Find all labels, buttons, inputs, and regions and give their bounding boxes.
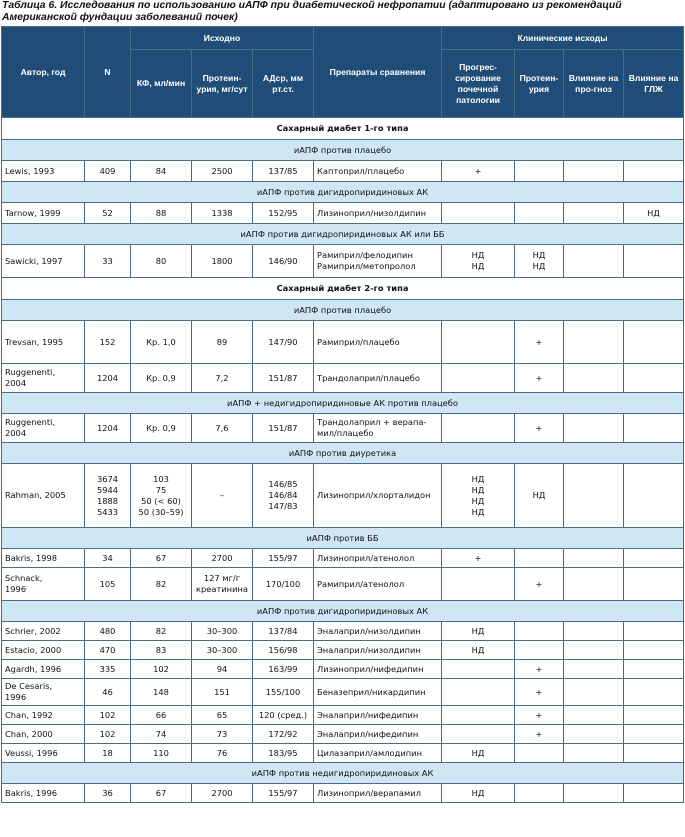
header-adsr: АДср, мм рт.ст. xyxy=(253,50,314,118)
cell-n: 102 xyxy=(85,706,131,725)
cell-kf: 102 xyxy=(131,660,192,679)
cell-prognosis xyxy=(564,622,624,641)
cell-lvh xyxy=(624,549,684,568)
cell-proteinuria: 7,6 xyxy=(192,414,253,443)
cell-n: 480 xyxy=(85,622,131,641)
table-row xyxy=(2,744,684,763)
cell-prognosis xyxy=(564,414,624,443)
cell-drugs: Лизиноприл/верапамил xyxy=(314,784,442,803)
cell-proteinuria-outcome: НД НД xyxy=(515,245,564,278)
table-row xyxy=(2,725,684,744)
cell-progression xyxy=(442,414,515,443)
cell-progression xyxy=(442,660,515,679)
cell-adsr: 137/85 xyxy=(253,161,314,182)
header-n: N xyxy=(85,27,131,118)
table-row xyxy=(2,706,684,725)
cell-lvh xyxy=(624,161,684,182)
cell-progression xyxy=(442,364,515,393)
cell-proteinuria: 2700 xyxy=(192,784,253,803)
cell-n: 36 xyxy=(85,784,131,803)
cell-n: 34 xyxy=(85,549,131,568)
cell-n: 105 xyxy=(85,568,131,601)
cell-author: Lewis, 1993 xyxy=(2,161,85,182)
header-proteinuria-outcome: Протеин-урия xyxy=(515,50,564,118)
cell-drugs: Эналаприл/низолдипин xyxy=(314,641,442,660)
cell-adsr: 151/87 xyxy=(253,414,314,443)
table-row xyxy=(2,549,684,568)
cell-proteinuria: 76 xyxy=(192,744,253,763)
cell-adsr: 155/100 xyxy=(253,679,314,706)
cell-drugs: Эналаприл/низолдипин xyxy=(314,622,442,641)
cell-kf: 88 xyxy=(131,203,192,224)
cell-prognosis xyxy=(564,464,624,528)
cell-n: 1204 xyxy=(85,414,131,443)
cell-n: 33 xyxy=(85,245,131,278)
cell-n: 52 xyxy=(85,203,131,224)
cell-author: Veussi, 1996 xyxy=(2,744,85,763)
cell-lvh xyxy=(624,364,684,393)
table-row xyxy=(2,660,684,679)
nephropathy-studies-table xyxy=(1,26,684,803)
cell-prognosis xyxy=(564,784,624,803)
cell-proteinuria-outcome xyxy=(515,549,564,568)
cell-proteinuria-outcome: + xyxy=(515,725,564,744)
cell-prognosis xyxy=(564,744,624,763)
cell-prognosis xyxy=(564,203,624,224)
cell-progression xyxy=(442,203,515,224)
cell-prognosis xyxy=(564,161,624,182)
cell-proteinuria: 2500 xyxy=(192,161,253,182)
cell-adsr: 137/84 xyxy=(253,622,314,641)
table-header xyxy=(2,27,684,118)
cell-kf: 80 xyxy=(131,245,192,278)
cell-drugs: Трандолаприл/плацебо xyxy=(314,364,442,393)
cell-drugs: Трандолаприл + верапа- мил/плацебо xyxy=(314,414,442,443)
cell-author: Tarnow, 1999 xyxy=(2,203,85,224)
cell-progression: + xyxy=(442,161,515,182)
cell-proteinuria-outcome: + xyxy=(515,364,564,393)
group-ace-vs-placebo-t2: иАПФ против плацебо xyxy=(2,300,684,321)
cell-drugs: Каптоприл/плацебо xyxy=(314,161,442,182)
cell-proteinuria: 30–300 xyxy=(192,641,253,660)
cell-kf: 82 xyxy=(131,622,192,641)
cell-n: 335 xyxy=(85,660,131,679)
cell-prognosis xyxy=(564,725,624,744)
table-row xyxy=(2,161,684,182)
cell-lvh xyxy=(624,679,684,706)
cell-author: Schrier, 2002 xyxy=(2,622,85,641)
cell-adsr: 120 (сред.) xyxy=(253,706,314,725)
cell-progression xyxy=(442,679,515,706)
cell-progression: НД xyxy=(442,641,515,660)
cell-proteinuria: 7,2 xyxy=(192,364,253,393)
cell-drugs: Лизиноприл/атенолол xyxy=(314,549,442,568)
cell-prognosis xyxy=(564,321,624,364)
cell-progression: НД xyxy=(442,622,515,641)
cell-author: Trevsan, 1995 xyxy=(2,321,85,364)
cell-proteinuria-outcome: + xyxy=(515,321,564,364)
table-row xyxy=(2,245,684,278)
cell-n: 3674 5944 1888 5433 xyxy=(85,464,131,528)
cell-drugs: Беназеприл/никардипин xyxy=(314,679,442,706)
group-ace-vs-dihydropyridine-ccb: иАПФ против дигидропиридиновых АК xyxy=(2,182,684,203)
cell-proteinuria-outcome: НД xyxy=(515,464,564,528)
cell-progression: НД НД НД НД xyxy=(442,464,515,528)
cell-adsr: 146/85 146/84 147/83 xyxy=(253,464,314,528)
cell-proteinuria: 151 xyxy=(192,679,253,706)
cell-proteinuria: 89 xyxy=(192,321,253,364)
header-progression: Прогрес-сирование почечной патологии xyxy=(442,50,515,118)
cell-proteinuria-outcome xyxy=(515,203,564,224)
cell-lvh xyxy=(624,245,684,278)
cell-kf: 67 xyxy=(131,549,192,568)
cell-kf: 67 xyxy=(131,784,192,803)
cell-proteinuria: 127 мг/г креатинина xyxy=(192,568,253,601)
cell-kf: 82 xyxy=(131,568,192,601)
cell-kf: Кр. 0,9 xyxy=(131,414,192,443)
cell-kf: Кр. 0,9 xyxy=(131,364,192,393)
cell-drugs: Эналаприл/нифедипин xyxy=(314,706,442,725)
cell-author: Bakris, 1998 xyxy=(2,549,85,568)
cell-prognosis xyxy=(564,549,624,568)
cell-n: 1204 xyxy=(85,364,131,393)
group-ace-vs-dihydropyridine-ccb-or-bb: иАПФ против дигидропиридиновых АК или ББ xyxy=(2,224,684,245)
cell-proteinuria-outcome: + xyxy=(515,660,564,679)
cell-proteinuria-outcome xyxy=(515,622,564,641)
cell-drugs: Лизиноприл/нифедипин xyxy=(314,660,442,679)
cell-prognosis xyxy=(564,660,624,679)
cell-progression: НД xyxy=(442,744,515,763)
cell-author: Chan, 2000 xyxy=(2,725,85,744)
header-baseline: Исходно xyxy=(131,27,314,50)
cell-kf: 83 xyxy=(131,641,192,660)
cell-proteinuria: – xyxy=(192,464,253,528)
cell-author: Estacio, 2000 xyxy=(2,641,85,660)
cell-kf: 148 xyxy=(131,679,192,706)
header-drugs: Препараты сравнения xyxy=(314,27,442,118)
cell-adsr: 146/90 xyxy=(253,245,314,278)
cell-adsr: 172/92 xyxy=(253,725,314,744)
cell-lvh xyxy=(624,725,684,744)
cell-progression xyxy=(442,568,515,601)
cell-lvh xyxy=(624,464,684,528)
cell-proteinuria-outcome: + xyxy=(515,706,564,725)
cell-adsr: 155/97 xyxy=(253,784,314,803)
cell-proteinuria-outcome: + xyxy=(515,568,564,601)
cell-n: 409 xyxy=(85,161,131,182)
cell-prognosis xyxy=(564,706,624,725)
table-caption: Таблица 6. Исследования по использованию иАПФ при диабетической нефропатии (адаптировано из рекомендаций Американской фундации заболеваний почек) xyxy=(2,0,622,23)
table-row xyxy=(2,622,684,641)
cell-adsr: 147/90 xyxy=(253,321,314,364)
cell-progression xyxy=(442,706,515,725)
cell-kf: 66 xyxy=(131,706,192,725)
cell-author: Agardh, 1996 xyxy=(2,660,85,679)
cell-adsr: 156/98 xyxy=(253,641,314,660)
table-row xyxy=(2,679,684,706)
cell-n: 18 xyxy=(85,744,131,763)
cell-author: Sawicki, 1997 xyxy=(2,245,85,278)
cell-adsr: 183/95 xyxy=(253,744,314,763)
cell-kf: 110 xyxy=(131,744,192,763)
cell-progression: + xyxy=(442,549,515,568)
cell-lvh xyxy=(624,784,684,803)
group-ace-vs-placebo: иАПФ против плацебо xyxy=(2,140,684,161)
cell-adsr: 151/87 xyxy=(253,364,314,393)
header-proteinuria: Протеин-урия, мг/сут xyxy=(192,50,253,118)
group-ace-plus-nondhp-ccb-vs-placebo: иАПФ + недигидропиридиновые АК против плацебо xyxy=(2,393,684,414)
cell-n: 102 xyxy=(85,725,131,744)
table-row xyxy=(2,641,684,660)
cell-proteinuria: 1800 xyxy=(192,245,253,278)
table-row xyxy=(2,568,684,601)
cell-drugs: Цилазаприл/амлодипин xyxy=(314,744,442,763)
cell-proteinuria-outcome xyxy=(515,641,564,660)
table-row xyxy=(2,203,684,224)
cell-drugs: Рамиприл/атенолол xyxy=(314,568,442,601)
cell-author: De Cesaris, 1996 xyxy=(2,679,85,706)
cell-progression xyxy=(442,321,515,364)
cell-author: Ruggenenti, 2004 xyxy=(2,414,85,443)
cell-lvh xyxy=(624,660,684,679)
cell-drugs: Лизиноприл/низолдипин xyxy=(314,203,442,224)
cell-proteinuria-outcome: + xyxy=(515,414,564,443)
cell-proteinuria-outcome xyxy=(515,161,564,182)
cell-drugs: Рамиприл/фелодипин Рамиприл/метопролол xyxy=(314,245,442,278)
cell-prognosis xyxy=(564,641,624,660)
group-ace-vs-bb: иАПФ против ББ xyxy=(2,528,684,549)
cell-lvh xyxy=(624,414,684,443)
header-prognosis: Влияние на про-гноз xyxy=(564,50,624,118)
cell-prognosis xyxy=(564,364,624,393)
section-diabetes-type2: Сахарный диабет 2-го типа xyxy=(2,278,684,300)
table-body xyxy=(2,118,684,803)
cell-adsr: 170/100 xyxy=(253,568,314,601)
cell-adsr: 155/97 xyxy=(253,549,314,568)
cell-progression: НД xyxy=(442,784,515,803)
cell-n: 470 xyxy=(85,641,131,660)
cell-kf: Кр. 1,0 xyxy=(131,321,192,364)
header-kf: КФ, мл/мин xyxy=(131,50,192,118)
cell-n: 46 xyxy=(85,679,131,706)
table-row xyxy=(2,414,684,443)
cell-prognosis xyxy=(564,679,624,706)
cell-lvh xyxy=(624,622,684,641)
cell-proteinuria-outcome xyxy=(515,784,564,803)
cell-adsr: 163/99 xyxy=(253,660,314,679)
cell-lvh xyxy=(624,321,684,364)
cell-progression: НД НД xyxy=(442,245,515,278)
section-diabetes-type1: Сахарный диабет 1-го типа xyxy=(2,118,684,140)
cell-author: Rahman, 2005 xyxy=(2,464,85,528)
cell-author: Schnack, 1996 xyxy=(2,568,85,601)
cell-lvh xyxy=(624,744,684,763)
header-lvh: Влияние на ГЛЖ xyxy=(624,50,684,118)
cell-lvh xyxy=(624,641,684,660)
cell-prognosis xyxy=(564,568,624,601)
cell-lvh xyxy=(624,706,684,725)
table-row xyxy=(2,784,684,803)
cell-proteinuria: 73 xyxy=(192,725,253,744)
cell-progression xyxy=(442,725,515,744)
cell-n: 152 xyxy=(85,321,131,364)
header-outcomes: Клинические исходы xyxy=(442,27,684,50)
table-row xyxy=(2,364,684,393)
cell-kf: 103 75 50 (< 60) 50 (30–59) xyxy=(131,464,192,528)
cell-proteinuria: 2700 xyxy=(192,549,253,568)
header-author: Автор, год xyxy=(2,27,85,118)
cell-proteinuria: 94 xyxy=(192,660,253,679)
cell-proteinuria: 1338 xyxy=(192,203,253,224)
cell-author: Ruggenenti, 2004 xyxy=(2,364,85,393)
group-ace-vs-dhp-ccb-t2: иАПФ против дигидропиридиновых АК xyxy=(2,601,684,622)
table-row xyxy=(2,321,684,364)
cell-lvh xyxy=(624,568,684,601)
cell-drugs: Эналаприл/нифедипин xyxy=(314,725,442,744)
cell-lvh: НД xyxy=(624,203,684,224)
cell-kf: 74 xyxy=(131,725,192,744)
group-ace-vs-nondhp-ccb: иАПФ против недигидропиридиновых АК xyxy=(2,763,684,784)
cell-author: Bakris, 1996 xyxy=(2,784,85,803)
cell-drugs: Рамиприл/плацебо xyxy=(314,321,442,364)
cell-proteinuria: 30–300 xyxy=(192,622,253,641)
cell-drugs: Лизиноприл/хлорталидон xyxy=(314,464,442,528)
cell-kf: 84 xyxy=(131,161,192,182)
cell-author: Chan, 1992 xyxy=(2,706,85,725)
table-row xyxy=(2,464,684,528)
cell-prognosis xyxy=(564,245,624,278)
cell-proteinuria-outcome xyxy=(515,744,564,763)
cell-adsr: 152/95 xyxy=(253,203,314,224)
cell-proteinuria-outcome: + xyxy=(515,679,564,706)
cell-proteinuria: 65 xyxy=(192,706,253,725)
group-ace-vs-diuretic: иАПФ против диуретика xyxy=(2,443,684,464)
